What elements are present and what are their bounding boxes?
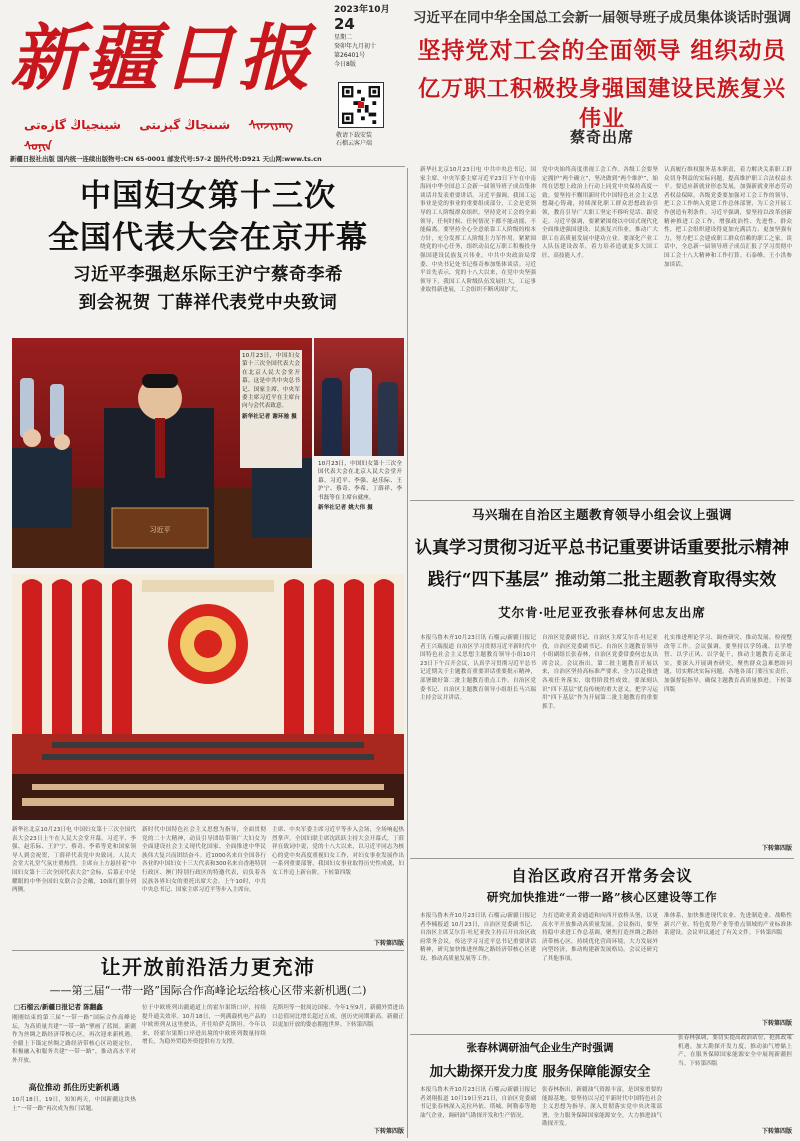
info-bar: 新疆日报社出版 国内统一连续出版物号:CN 65-0001 邮发代号:57-2 国外代号:D921 天山网:www.ts.cn — [10, 155, 322, 163]
commentary-section-title: 高位推动 抓住历史新机遇 — [28, 1082, 120, 1092]
kazakh-title: شينجياڭ گازەتى — [24, 118, 121, 132]
education-body-col-1: 本报乌鲁木齐10月23日讯 石榴云/新疆日报记者王兴瑞报道 自治区学习贯彻习近平新时代中国特色社会主义思想主题教育领导小组10月23日下午召开会议，认真学习贯彻习近平总书记近期关于主题教育重要讲话重要批示精神，部署做好第二批主题教育重点工作。自治区党委书记、自治区主题教育领导小组组长马兴瑞主持会议并讲话。 — [420, 635, 536, 702]
government-body-col-2: 力打造欧亚黄金通道和向西开放桥头堡，以更高水平开放推动高质量发展。会议指出，要坚持稳中求进工作总基调，聚焦打造丝绸之路经济带核心区，持续优化营商环境，大力发展外向型经济，推动构建新发展格局。会议还研究了其他事项。 — [542, 913, 658, 962]
lead-byline: 蔡奇出席 — [569, 128, 634, 146]
page-count: 今日8版 — [334, 61, 356, 68]
congress-more-link[interactable]: 下转第四版 — [373, 940, 404, 947]
commentary-body-col-3: 克斯坦等一批周边国家。今年1至9月，新疆外贸进出口总值同比增长超过五成，创历史同期新高。新疆正以更加开放的姿态拥抱世界。下转第四版 — [272, 1005, 404, 1029]
masthead — [6, 4, 400, 164]
government-headline: 自治区政府召开常务会议 — [511, 866, 693, 885]
side-figure-2 — [350, 368, 372, 456]
government-subhead: 研究加快推进“一带一路”核心区建设等工作 — [486, 890, 718, 904]
commentary-more-link[interactable]: 下转第四版 — [373, 1128, 404, 1135]
congress-photo-side — [314, 338, 404, 568]
education-headline-1: 认真学习贯彻习近平总书记重要讲话重要批示精神 — [415, 538, 789, 558]
mongol-title: ᠰᠢᠨᠵᠢᠶᠠᠩ ᠰᠣᠨᠢᠨ — [24, 118, 293, 153]
qr-caption-line-2: 石榴云客户端 — [336, 140, 373, 147]
congress-body-col-3: 主席、中央军委主席习近平等步入会场，全场响起热烈掌声。全国妇联主席沈跃跃主持大会开幕式。丁薛祥在致词中说，党的十八大以来，以习近平同志为核心的党中央高度重视妇女工作，对妇女事业发展作出一系列重要部署，我国妇女事业取得历史性成就，妇女工作迈上新台阶。下转第四版 — [272, 827, 404, 876]
weekday: 星期二 — [334, 34, 353, 41]
education-rule — [410, 500, 794, 501]
lead-body-col-1: 新华社北京10月23日电 中共中央总书记、国家主席、中央军委主席习近平23日下午在中南海同中华全国总工会新一届领导班子成员集体谈话并发表重要讲话。习近平强调，我国工运事业是党的事业的重要组成部分，工会是党领导的工人阶级群众组织。坚持党对工会的全面领导，任何时候、任何情况下都不能动摇，不能偏离。要坚持全心全意依靠工人阶级的根本方针，充分发挥工人阶级主力军作用，紧紧围绕党的中心任务，组织动员亿万职工积极投身强国建设民族复兴伟业。中共中央政治局常委、中央书记处书记蔡奇参加集体谈话。习近平首先表示，党的十八大以来，在党中央坚强领导下，我国工人阶级队伍发展壮大，工运事业取得新进展，工会组织不断巩固扩大。 — [420, 167, 536, 294]
side-figure-3 — [378, 382, 398, 456]
education-body-col-3: 扎实推进理论学习、调查研究、推动发展、检视整改等工作。会议强调，要坚持以学铸魂、以学增智、以学正风、以学促干，推动主题教育走深走实。要深入开展调查研究，聚焦群众急难愁盼问题，切实解决实际问题。各地各部门要压实责任，加强督促指导，确保主题教育高质量推进。下转第四版 — [664, 635, 792, 693]
congress-caption-2-text: 10月23日，中国妇女第十三次全国代表大会在北京人民大会堂开幕。习近平、李强、赵乐际、王沪宁、蔡奇、李希、丁薛祥、李书磊等在主席台就座。 — [318, 461, 402, 501]
lead-body-col-3: 认真履行维权服务基本职责，着力解决关系职工群众切身利益的实际问题，提高维护职工合法权益水平。要适应新就业形态发展，加强新就业形态劳动者权益保障。各级党委要加强对工会工作的领导，把工会工作纳入党建工作总体部署，为工会开展工作创造有利条件。习近平强调，要坚持以改革创新精神推进工会工作，增强政治性、先进性、群众性，把工会组织建设得更加充满活力、更加坚强有力，努力把工会建成职工群众信赖的职工之家。谈话中，全总新一届领导班子成员汇报了学习贯彻中国工会十八大精神和工作打算。石泰峰、王小洪参加谈话。 — [664, 167, 792, 268]
government-body-col-1: 本报乌鲁木齐10月23日讯 石榴云/新疆日报记者李楠报道 10月23日，自治区党委副书记、自治区主席艾尔肯·吐尼亚孜主持召开自治区政府常务会议，传达学习习近平总书记重要讲话精神，研究加快推进丝绸之路经济带核心区建设、推动高质量发展等工作。 — [420, 913, 536, 962]
podium-nameplate: 习近平 — [149, 526, 171, 534]
byline-mark-icon: □ — [14, 1003, 21, 1011]
congress-body-col-2: 新时代中国特色社会主义思想为指导，全面贯彻党的二十大精神，动员引导团结带领广大妇女为全面建设社会主义现代化国家、全面推进中华民族伟大复兴而团结奋斗。近1000名来自全国各行各业的中国妇女十三大代表和300名来自香港特别行政区、澳门特别行政区的特邀代表，肩负着各民族各界妇女的重托出席大会。上午10时，中共中央总书记、国家主席习近平等步入主席台。 — [142, 827, 266, 894]
uyghur-title: شىنجاڭ گېزىتى — [139, 118, 231, 132]
date-day: 24 — [334, 15, 355, 33]
congress-photo-side-image — [314, 338, 404, 456]
date-block — [334, 4, 398, 84]
commentary-body-col-1: 刚刚结束的第三届“一带一路”国际合作高峰论坛，为高质量共建“一带一路”擘画了蓝图。新疆作为丝绸之路经济带核心区，再次迎来新机遇。全疆上下锚定丝绸之路经济带核心区功能定位，积极融入和服务共建“一带一路”，推动高水平对外开放。 — [12, 1015, 136, 1064]
congress-caption-1-credit: 新华社记者 谢环驰 摄 — [242, 413, 297, 420]
congress-caption-2 — [318, 460, 402, 564]
lead-body-col-2: 党中央始终高度重视工会工作。各级工会要坚定拥护“两个确立”，坚决做到“两个维护”，始终在思想上政治上行动上同党中央保持高度一致。要坚持不懈用新时代中国特色社会主义思想凝心铸魂，持续深化职工群众思想政治引领，教育引导广大职工坚定不移听党话、跟党走。习近平强调，要紧紧围绕以中国式现代化全面推进强国建设、民族复兴伟业，推动广大职工在高质量发展中建功立业。要深化产业工人队伍建设改革，着力培养造就更多大国工匠、高技能人才。 — [542, 167, 658, 259]
congress-photo-hall-image — [12, 574, 404, 820]
energy-more-link[interactable]: 下转第四版 — [761, 1128, 792, 1135]
congress-photo-hall — [12, 574, 404, 820]
congress-caption-1-text: 10月23日，中国妇女第十三次全国代表大会在北京人民大会堂开幕。这是中共中央总书记、国家主席、中央军委主席习近平在主席台向与会代表致意。 — [242, 353, 300, 410]
education-kicker: 马兴瑞在自治区主题教育领导小组会议上强调 — [471, 507, 732, 522]
commentary-headline: 让开放前沿活力更充沛 — [100, 955, 316, 979]
congress-caption-1 — [240, 350, 302, 468]
education-byline: 艾尔肯·吐尼亚孜张春林何忠友出席 — [498, 605, 706, 620]
date-year-month: 2023年10月 — [334, 5, 390, 15]
qr-code-pattern — [342, 86, 380, 124]
qr-code[interactable] — [338, 82, 384, 128]
issue-number: 第26401号 — [334, 52, 366, 59]
lead-kicker: 习近平在同中华全国总工会新一届领导班子成员集体谈话时强调 — [413, 10, 791, 26]
qr-caption — [336, 132, 398, 148]
lunar-date: 癸卯年九月初十 — [334, 43, 377, 50]
congress-headline-1: 中国妇女第十三次 — [80, 178, 336, 214]
commentary-byline-text: 石榴云/新疆日报记者 陈翻鑫 — [20, 1003, 103, 1011]
congress-sub-2: 到会祝贺 丁薛祥代表党中央致词 — [78, 293, 338, 313]
commentary-subhead: ——第三届“一带一路”国际合作高峰论坛给核心区带来新机遇(二) — [49, 984, 367, 997]
masthead-logo: 新疆日报 — [10, 15, 315, 100]
government-more-link[interactable]: 下转第四版 — [761, 1020, 792, 1027]
commentary-body-col-2: 位于中欧班列出疆通道上的霍尔果斯口岸，持续提升通关效率。10月18日，一列满载机电产品的中欧班列从这里驶出，开往哈萨克斯坦。今年以来，经霍尔果斯口岸进出境的中欧班列数量持续增长，为稳外贸稳外资提供有力支撑。 — [142, 1005, 266, 1046]
education-headline-2: 践行“四下基层” 推动第二批主题教育取得实效 — [427, 570, 777, 590]
lead-headline-1: 坚持党对工会的全面领导 组织动员 — [417, 37, 787, 64]
congress-caption-2-credit: 新华社记者 姚大伟 摄 — [318, 505, 373, 512]
energy-body-col-3: 张春林强调，要切实提高政治站位，抢抓政策机遇，加大勘探开发力度，推动油气增储上产，在服务保障国家能源安全中展现新疆担当。下转第四版 — [678, 1035, 792, 1067]
lead-headline-2: 亿万职工积极投身强国建设民族复兴伟业 — [417, 76, 786, 132]
qr-caption-line-1: 敬请下载安装 — [336, 132, 373, 139]
masthead-minority-scripts — [24, 112, 324, 153]
education-body-col-2: 自治区党委副书记、自治区主席艾尔肯·吐尼亚孜，自治区党委副书记、自治区主题教育领导小组副组长张春林，自治区党委常委何忠友出席会议。会议指出，第二批主题教育开展以来，自治区坚持高标准严要求，全力以赴推进各项任务落实，取得阶段性成效。要深刻认识“四下基层”优良传统的重大意义，把学习运用“四下基层”作为开展第二批主题教育的重要抓手。 — [542, 635, 658, 710]
page-column-divider — [407, 168, 408, 1138]
congress-headline-2: 全国代表大会在京开幕 — [48, 220, 368, 256]
government-body-col-3: 准体系，加快推进现代农业、先进制造业、战略性新兴产业、特色优势产业等重点领域的产业标准体系建设。会议审议通过了有关文件。下转第四版 — [664, 913, 792, 937]
commentary-section-body: 10月18日，19日，知知两天，中国新疆这块热土“一带一路”再次成为热门话题。 — [12, 1097, 136, 1112]
commentary-rule — [12, 950, 404, 951]
energy-body-col-2: 张春林指出，新疆油气资源丰富，是国家重要的能源基地。要坚持以习近平新时代中国特色社会主义思想为指导，深入贯彻落实党中央决策部署，全力服务保障国家能源安全，大力推进油气勘探开发。 — [542, 1087, 662, 1128]
congress-body-col-1: 新华社北京10月23日电 中国妇女第十三次全国代表大会23日上午在人民大会堂开幕。习近平、李强、赵乐际、王沪宁、蔡奇、李希等党和国家领导人到会祝贺，丁薛祥代表党中央致词。人民大会堂大礼堂气氛庄重热烈。主席台上方悬挂着“中国妇女第十三次全国代表大会”会标，后幕正中是耀眼的中华全国妇女联合会会徽，10面红旗分列两侧。 — [12, 827, 136, 894]
energy-headline: 加大勘探开发力度 服务保障能源安全 — [429, 1064, 651, 1080]
side-figure-1 — [322, 378, 342, 456]
energy-body-col-1: 本报乌鲁木齐10月23日讯 石榴云/新疆日报记者刘翔报道 10月19日至21日，自治区党委副书记张春林深入克拉玛依、塔城、阿勒泰等地油气企业，调研油气勘探开发和生产情况。 — [420, 1087, 536, 1119]
congress-sub-1: 习近平李强赵乐际王沪宁蔡奇李希 — [73, 265, 343, 285]
government-rule — [410, 858, 794, 859]
info-bar-rule — [10, 166, 405, 167]
energy-kicker: 张春林调研油气企业生产时强调 — [466, 1042, 614, 1054]
education-more-link[interactable]: 下转第四版 — [761, 845, 792, 852]
